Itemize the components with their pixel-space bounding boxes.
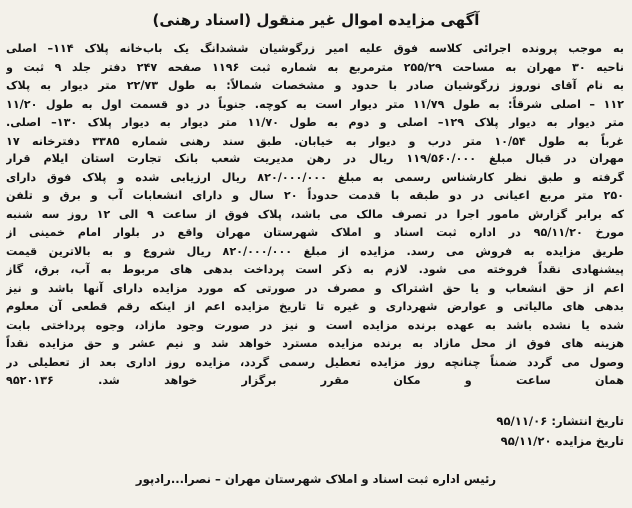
notice-title: آگهی مزایده اموال غیر منقول (اسناد رهنی) — [152, 11, 480, 29]
notice-body-part-2 — [6, 150, 624, 391]
text-line: گرفته و طبق نظر کارشناس رسمی به مبلغ ۸۲۰/۰۰۰/۰۰۰ ریال ارزیابی شده و پلاک فوق دارای — [6, 170, 624, 184]
text-line: شده یا نشده باشد به عهده برنده مزایده است و نیز در صورت وجود مازاد، وجوه پرداختی بابت — [6, 318, 624, 332]
text-line: اعم از حق انشعاب و یا حق اشتراک و مصرف در صورتی که مورد مزایده دارای آنها باشد و نیز — [6, 281, 624, 295]
publish-date: تاریخ انتشار: ۹۵/۱۱/۰۶ — [496, 414, 624, 428]
text-line: متر دیوار به دیوار پلاک ۱۲۹– اصلی و دوم به طول ۱۱/۷۰ متر دیوار به دیوار پلاک ۱۳۰– اصلی. — [6, 116, 624, 129]
text-line: پیشنهادی نقداً فروخته می شود. لازم به ذکر است پرداخت بدهی های مربوط به آب، برق، گاز — [6, 263, 624, 276]
text-line: غرباً به طول ۱۰/۵۴ متر درب و دیوار به خیابان. طبق سند رهنی شماره ۳۳۸۵ دفترخانه ۱۷ — [6, 134, 624, 148]
auction-date: تاریخ مزایده ۹۵/۱۱/۲۰ — [500, 434, 624, 448]
text-line: ۱۱۲ – اصلی شرقاً: به طول ۱۱/۷۹ متر دیوار است به کوچه. جنوباً در دو قسمت اول به طول ۱۱/۲۰ — [6, 97, 624, 111]
text-line: به موجب پرونده اجرائی کلاسه فوق علیه امیر زرگوشیان ششدانگ یک باب‌خانه پلاک ۱۱۴– اصلی — [6, 42, 624, 55]
text-line: به نام آقای نوروز زرگوشیان صادر با حدود و مشخصات شمالاً: به طول ۲۲/۷۳ متر دیوار به پلاک — [6, 79, 624, 92]
text-line: بدهی های مالیاتی و عوارض شهرداری و غیره تا تاریخ مزایده اعم از اینکه رقم قطعی آن معلوم — [6, 300, 624, 313]
notice-body-part-1 — [6, 40, 624, 151]
text-line: همان ساعت و مکان مقرر برگزار خواهد شد. ۹۵۲۰۱۳۶ — [6, 374, 624, 387]
text-line: مهران در قبال مبلغ ۱۱۹/۵۶۰/۰۰۰ ریال در رهن مدیریت شعب بانک تجارت استان ایلام قرار — [6, 152, 624, 165]
signature-line: رئیس اداره ثبت اسناد و املاک شهرستان مهران – نصرا...رادپور — [135, 472, 497, 486]
text-line: که برابر گزارش مامور اجرا در تصرف مالک می باشد، پلاک فوق از ساعت ۹ الی ۱۲ روز سه شنبه — [6, 207, 624, 221]
text-line: هزینه های فوق از محل مازاد به برنده مزایده مسترد خواهد شد و نیم عشر و حق مزایده نقداً — [6, 337, 624, 350]
text-line: ناحیه ۳۰ مهران به مساحت ۲۵۵/۲۹ مترمربع به شماره ثبت ۱۱۹۶ صفحه ۲۴۷ دفتر جلد ۹ ثبت و — [6, 60, 624, 74]
text-line: وصول می گردد ضمناً چنانچه روز مزایده تعطیل رسمی گردد، مزایده روز اداری بعد از تعطیلی در — [6, 355, 624, 369]
text-line: ۲۵۰ متر مربع اعیانی در دو طبقه با قدمت حدوداً ۲۰ سال و دارای انشعابات آب و برق و تلفن — [6, 189, 624, 202]
text-line: مورخ ۹۵/۱۱/۲۰ در اداره ثبت اسناد و املاک شهرستان مهران واقع در بلوار امام خمینی از — [6, 226, 624, 239]
text-line: طریق مزایده به فروش می رسد. مزایده از مبلغ ۸۲۰/۰۰۰/۰۰۰ ریال شروع و به بالاترین قیمت — [6, 244, 624, 258]
